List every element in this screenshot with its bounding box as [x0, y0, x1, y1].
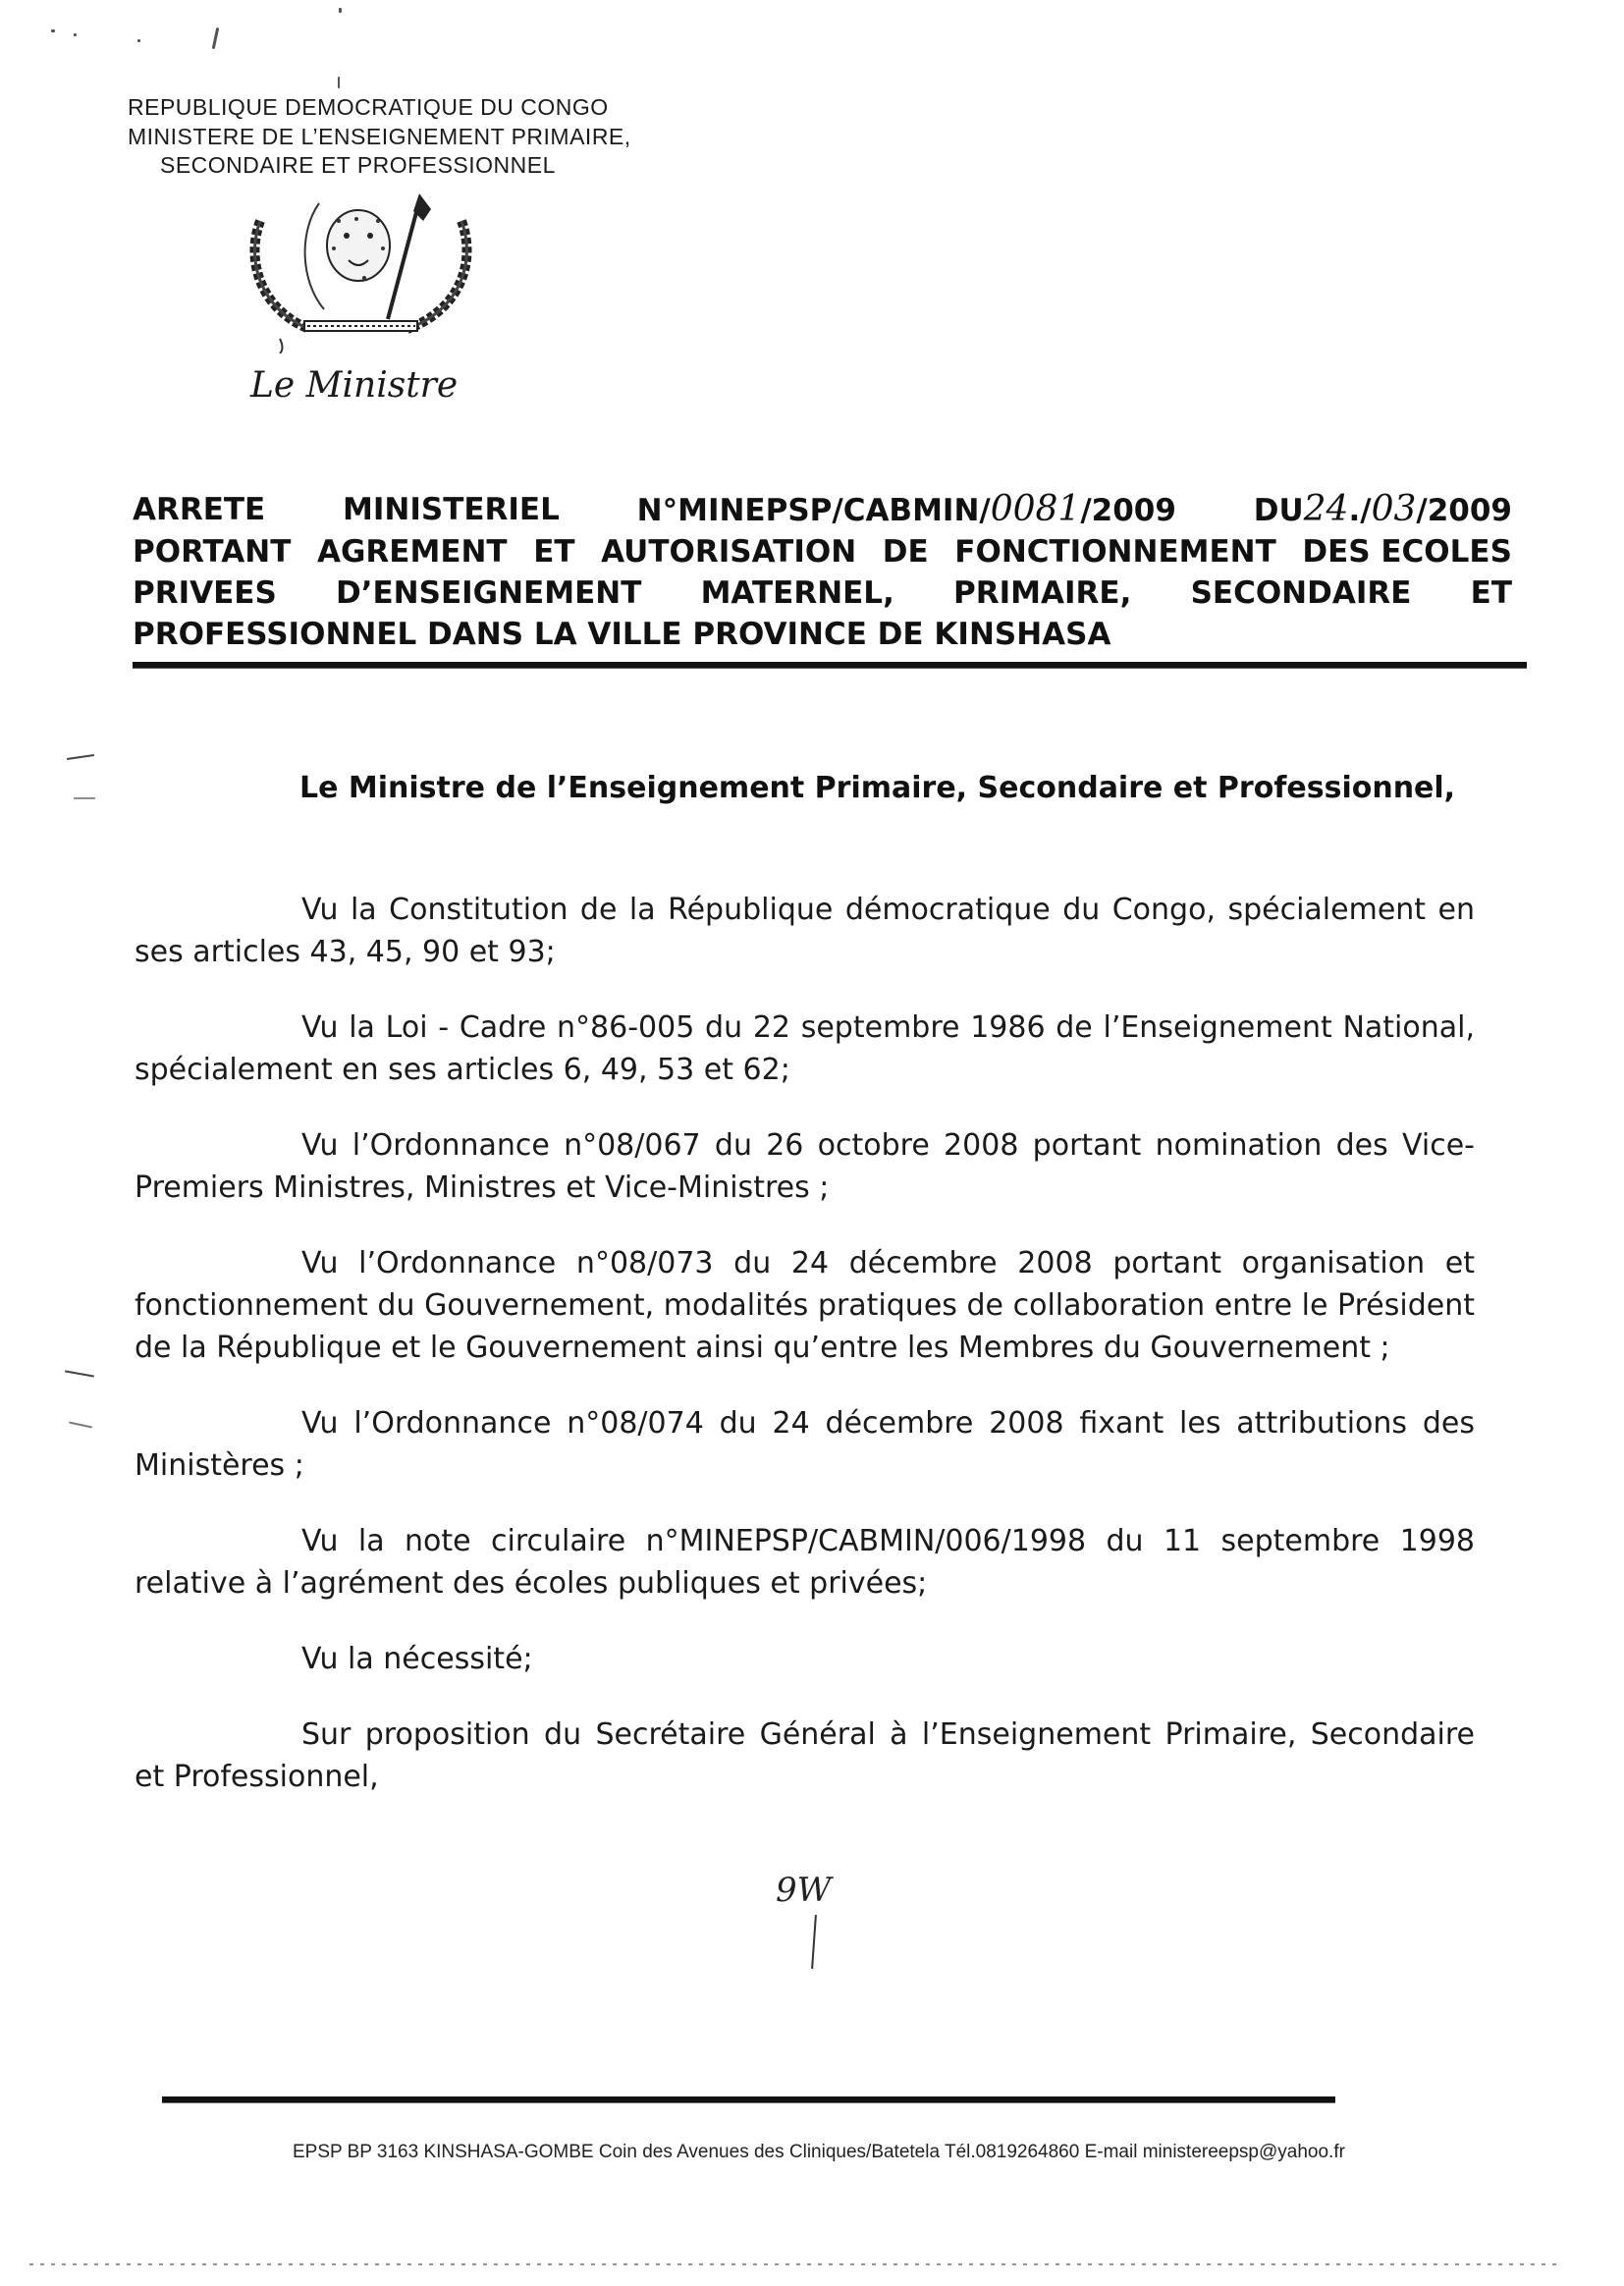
header-ministry: MINISTERE DE L’ENSEIGNEMENT PRIMAIRE, [128, 124, 631, 149]
title-word: SECONDAIRE [1190, 575, 1412, 611]
preamble-paragraph: Sur proposition du Secrétaire Général à l’Enseignement Primaire, Secondaire et Professionnel, [135, 1717, 1475, 1794]
preamble-paragraph: Vu la Loi - Cadre n°86-005 du 22 septembre 1986 de l’Enseignement National, spécialement en ses articles 6, 49, 53 et 62; [135, 1010, 1475, 1087]
header-country: REPUBLIQUE DEMOCRATIQUE DU CONGO [128, 94, 609, 120]
decree-month-handwritten: 03 [1371, 489, 1417, 529]
margin-mark [65, 1370, 94, 1377]
title-line-3 [133, 572, 1512, 614]
handwritten-initials: 9W [776, 1871, 832, 1910]
scan-edge-dashes [29, 2263, 1561, 2265]
initials-stroke [811, 1915, 817, 1969]
title-word: ET [533, 534, 575, 570]
title-word: PROFESSIONNEL DANS LA VILLE PROVINCE DE KINSHASA [133, 617, 1111, 652]
title-word: PRIVEES [133, 575, 277, 611]
scan-speck [74, 33, 77, 36]
preamble-paragraph: Vu la nécessité; [301, 1642, 533, 1676]
preamble-paragraph: Vu la note circulaire n°MINEPSP/CABMIN/006/1998 du 11 septembre 1998 relative à l’agrément des écoles publiques et privées; [135, 1524, 1475, 1601]
preamble-paragraph: Vu l’Ordonnance n°08/074 du 24 décembre 2008 fixant les attributions des Ministères ; [135, 1406, 1475, 1483]
minister-heading: Le Ministre de l’Enseignement Primaire, Secondaire et Professionnel, [299, 771, 1456, 805]
title-word: ARRETE [133, 492, 266, 527]
title-word: ET [1470, 575, 1512, 611]
footer-divider [162, 2096, 1335, 2103]
scan-speck [137, 39, 140, 42]
decree-number-year: /2009 [1080, 493, 1176, 528]
preamble-body [135, 889, 1475, 1831]
margin-mark [74, 797, 95, 799]
scan-speck [51, 29, 55, 32]
decree-number [637, 489, 1176, 531]
footer-address: EPSP BP 3163 KINSHASA-GOMBE Coin des Avenues des Cliniques/Batetela Tél.0819264860 E-mail ministereepsp@yahoo.fr [293, 2142, 1345, 2162]
title-word: PRIMAIRE, [953, 575, 1132, 611]
decree-title [133, 489, 1512, 655]
title-word: FONCTIONNEMENT [954, 534, 1276, 570]
preamble-paragraph: Vu l’Ordonnance n°08/067 du 26 octobre 2008 portant nomination des Vice-Premiers Ministres, Ministres et Vice-Ministres ; [135, 1128, 1475, 1205]
scan-speck [338, 77, 340, 88]
decree-date-year: /2009 [1416, 493, 1512, 528]
title-word: MATERNEL, [700, 575, 894, 611]
margin-mark [69, 1422, 92, 1429]
coat-of-arms-emblem [241, 191, 486, 354]
title-line-2 [133, 531, 1512, 572]
decree-date-prefix: DU [1253, 493, 1304, 528]
title-line-4 [133, 614, 1512, 655]
title-word: AUTORISATION [601, 534, 857, 570]
preamble-paragraph: Vu la Constitution de la République démocratique du Congo, spécialement en ses articles 43, 45, 90 et 93; [135, 893, 1475, 969]
decree-date [1254, 489, 1512, 531]
scan-speck [339, 8, 342, 13]
header-ministry-cont: SECONDAIRE ET PROFESSIONNEL [160, 152, 556, 178]
margin-mark [67, 754, 94, 760]
title-divider [133, 662, 1527, 669]
scan-speck [212, 27, 220, 49]
title-word: DE [882, 534, 929, 570]
decree-number-handwritten: 0081 [990, 489, 1081, 529]
title-word: MINISTERIEL [343, 492, 560, 527]
minister-signature-title: Le Ministre [250, 365, 459, 406]
title-word: DES ECOLES [1302, 534, 1512, 570]
title-word: D’ENSEIGNEMENT [336, 575, 642, 611]
preamble-paragraph: Vu l’Ordonnance n°08/073 du 24 décembre 2008 portant organisation et fonctionnement du Gouvernement, modalités pratiques de collaboration entre le Président de la République et le Gouvernement ainsi qu’entre les Membres du Gouvernement ; [135, 1246, 1475, 1365]
title-word: AGREMENT [316, 534, 508, 570]
decree-date-sep: ./ [1348, 493, 1372, 528]
title-line-1 [133, 489, 1512, 531]
title-word: PORTANT [133, 534, 292, 570]
decree-day-handwritten: 24 [1303, 489, 1349, 529]
decree-number-prefix: N°MINEPSP/CABMIN/ [636, 493, 991, 528]
